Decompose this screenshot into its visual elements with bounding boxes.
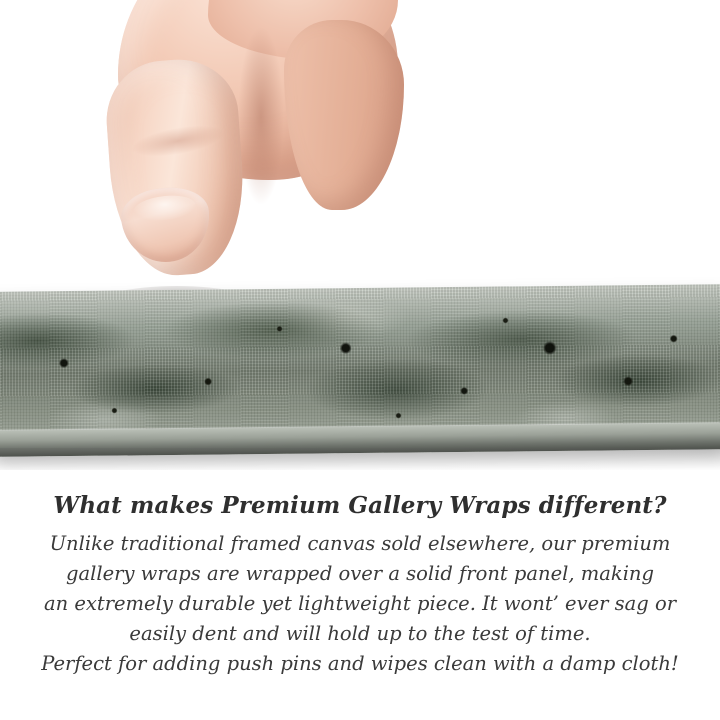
hand-finger-side xyxy=(284,20,404,210)
marketing-copy xyxy=(0,492,720,679)
copy-body-line: an extremely durable yet lightweight piece. It wont’ ever sag or xyxy=(43,592,677,615)
canvas-drop-shadow xyxy=(0,448,720,470)
hand-thumb-pressing xyxy=(88,0,398,310)
copy-body-line: Unlike traditional framed canvas sold elsewhere, our premium xyxy=(49,532,671,555)
copy-body-line: easily dent and will hold up to the test of time. xyxy=(129,622,591,645)
copy-body-line: Perfect for adding push pins and wipes clean with a damp cloth! xyxy=(41,652,679,675)
copy-heading: What makes Premium Gallery Wraps different? xyxy=(53,492,667,519)
canvas-wrap-slab xyxy=(0,284,720,457)
hand-finger-shadow xyxy=(238,26,284,206)
copy-body xyxy=(0,529,720,679)
copy-body-line: gallery wraps are wrapped over a solid front panel, making xyxy=(66,562,654,585)
